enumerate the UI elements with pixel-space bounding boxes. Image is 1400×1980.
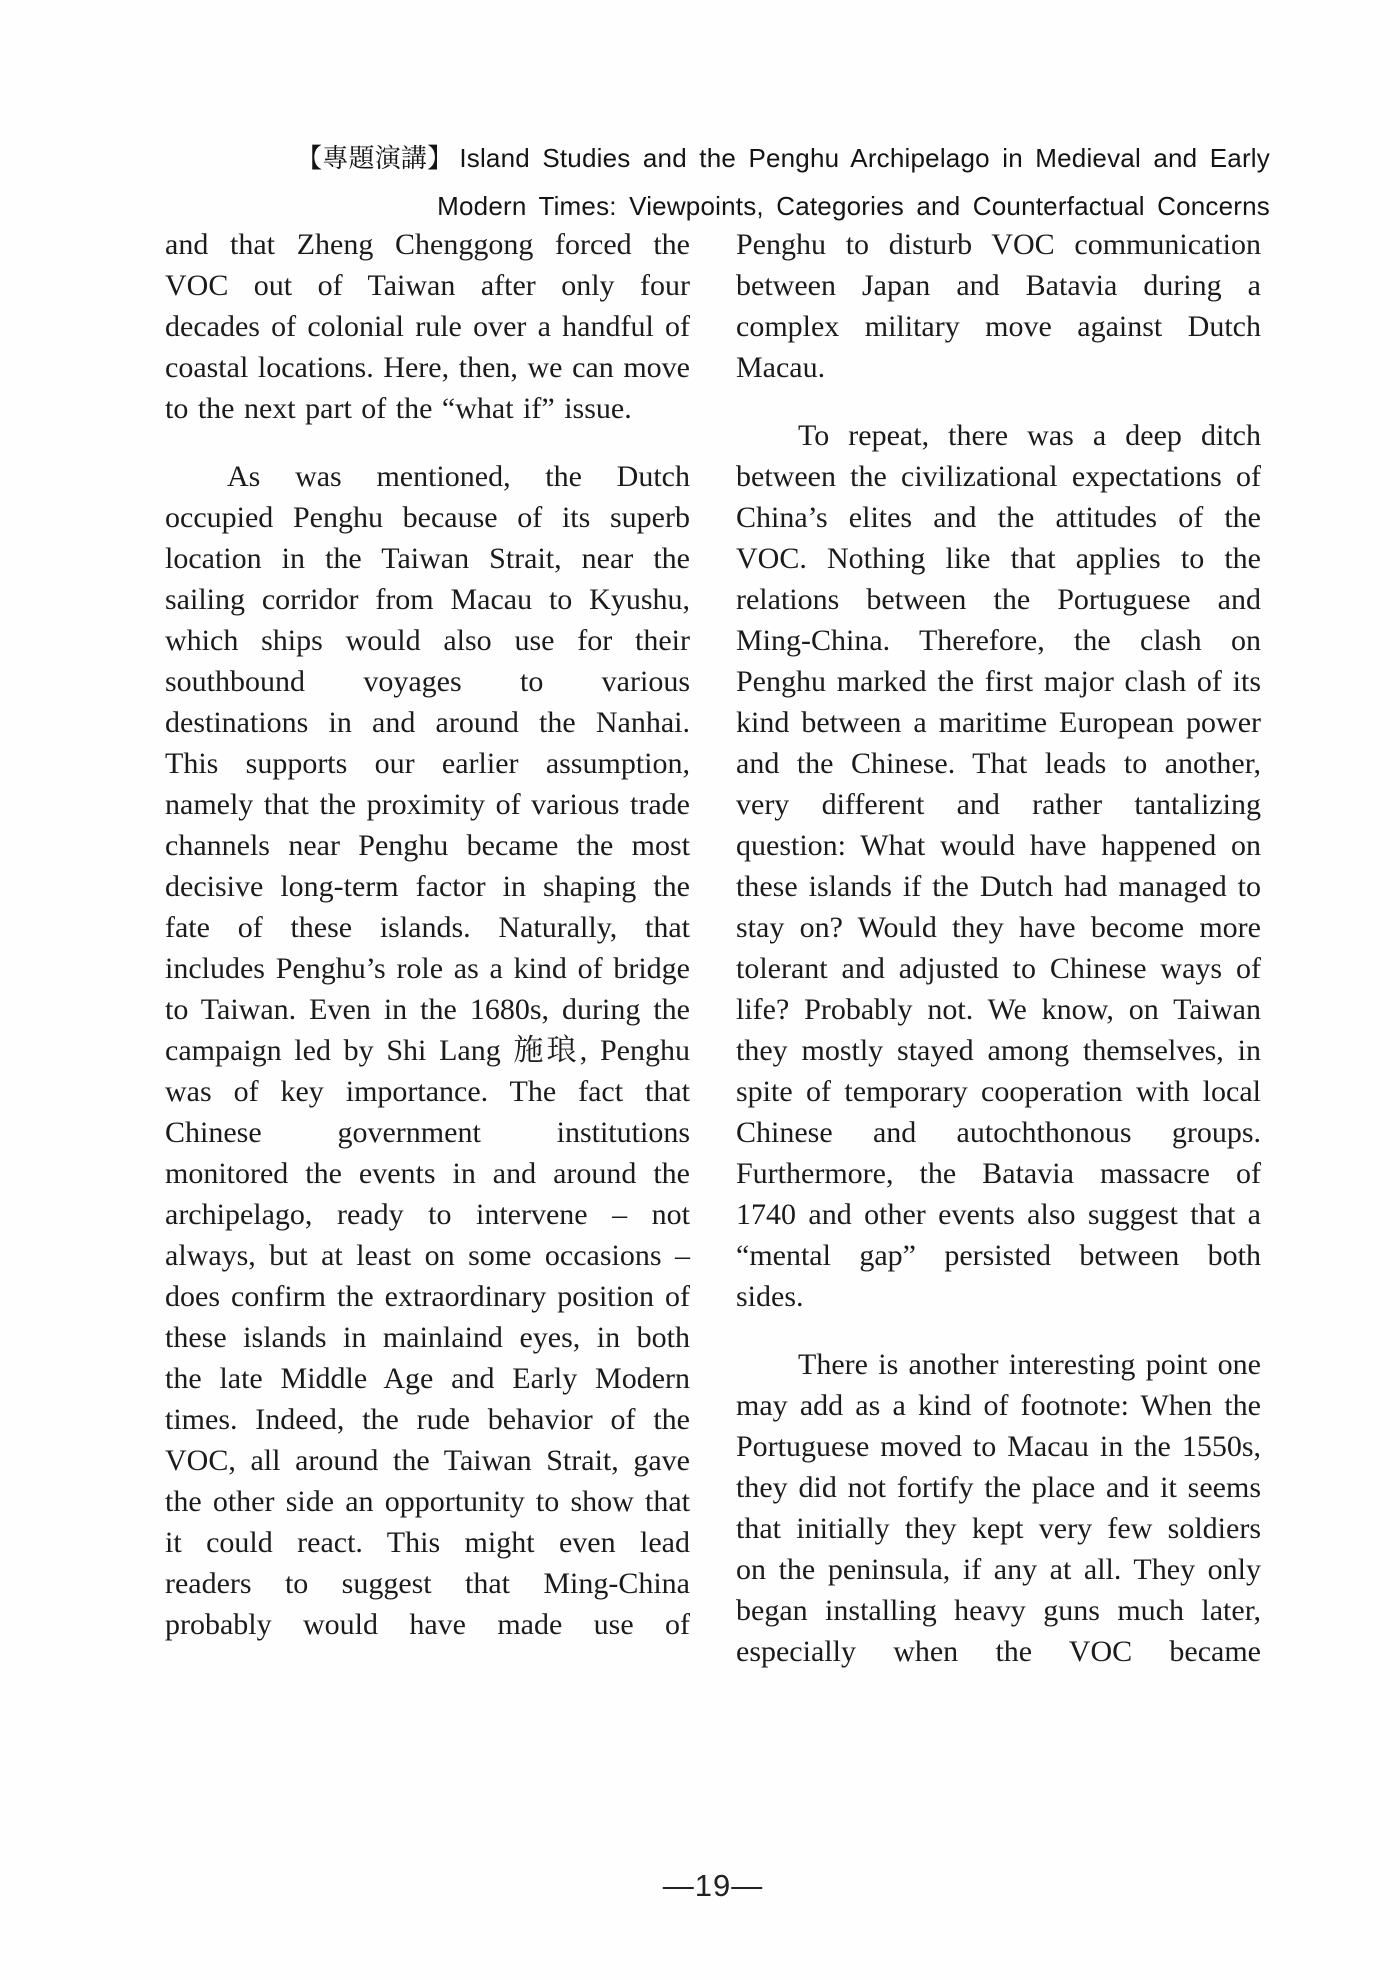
running-head-title-line-2: Modern Times: Viewpoints, Categories and Counterfactual Concerns bbox=[437, 191, 1270, 221]
running-head bbox=[250, 134, 1270, 230]
paragraph: To repeat, there was a deep ditch between the civilizational expectations of China’s elites and the attitudes of the VOC. Nothing like that applies to the relations between the Portuguese and Ming-China. Therefore, the clash on Penghu marked the first major clash of its kind between a maritime European power and the Chinese. That leads to another, very different and rather tantalizing question: What would have happened on these islands if the Dutch had managed to stay on? Would they have become more tolerant and adjusted to Chinese ways of life? Probably not. We know, on Taiwan they mostly stayed among themselves, in spite of temporary cooperation with local Chinese and autochthonous groups. Furthermore, the Batavia massacre of 1740 and other events also suggest that a “mental gap” persisted between both sides. bbox=[736, 419, 1261, 1313]
column-left bbox=[165, 224, 690, 1672]
running-head-line-1 bbox=[250, 134, 1270, 182]
paragraph-continued-from-previous-page: and that Zheng Chenggong forced the VOC out of Taiwan after only four decades of colonial rule over a handful of coastal locations. Here, then, we can move to the next part of the “what if” issue. bbox=[165, 228, 690, 425]
page-number: —19— bbox=[662, 1868, 764, 1903]
paragraph-continued-from-left-column: Penghu to disturb VOC communication between Japan and Batavia during a complex military move against Dutch Macau. bbox=[736, 228, 1261, 384]
text-columns bbox=[165, 224, 1261, 1672]
paragraph: As was mentioned, the Dutch occupied Penghu because of its superb location in the Taiwan Strait, near the sailing corridor from Macau to Kyushu, which ships would also use for their southbound voyages to various destinations in and around the Nanhai. This supports our earlier assumption, namely that the proximity of various trade channels near Penghu became the most decisive long-term factor in shaping the fate of these islands. Naturally, that includes Penghu’s role as a kind of bridge to Taiwan. Even in the 1680s, during the campaign led by Shi Lang 施琅, Penghu was of key importance. The fact that Chinese government institutions monitored the events in and around the archipelago, ready to intervene – not always, but at least on some occasions – does confirm the extraordinary position of these islands in mainlaind eyes, in both the late Middle Age and Early Modern times. Indeed, the rude behavior of the VOC, all around the Taiwan Strait, gave the other side an opportunity to show that it could react. This might even lead readers to suggest that Ming-China probably would have made use of bbox=[165, 460, 690, 1641]
paragraph-continues-next-page: There is another interesting point one may add as a kind of footnote: When the Portuguese moved to Macau in the 1550s, they did not fortify the place and it seems that initially they kept very few soldiers on the peninsula, if any at all. They only began installing heavy guns much later, especially when the VOC became bbox=[736, 1348, 1261, 1668]
lecture-category-tag: 【專題演講】 bbox=[296, 143, 454, 173]
column-right bbox=[736, 224, 1261, 1672]
running-head-title-line-1: Island Studies and the Penghu Archipelago in Medieval and Early bbox=[459, 143, 1270, 173]
